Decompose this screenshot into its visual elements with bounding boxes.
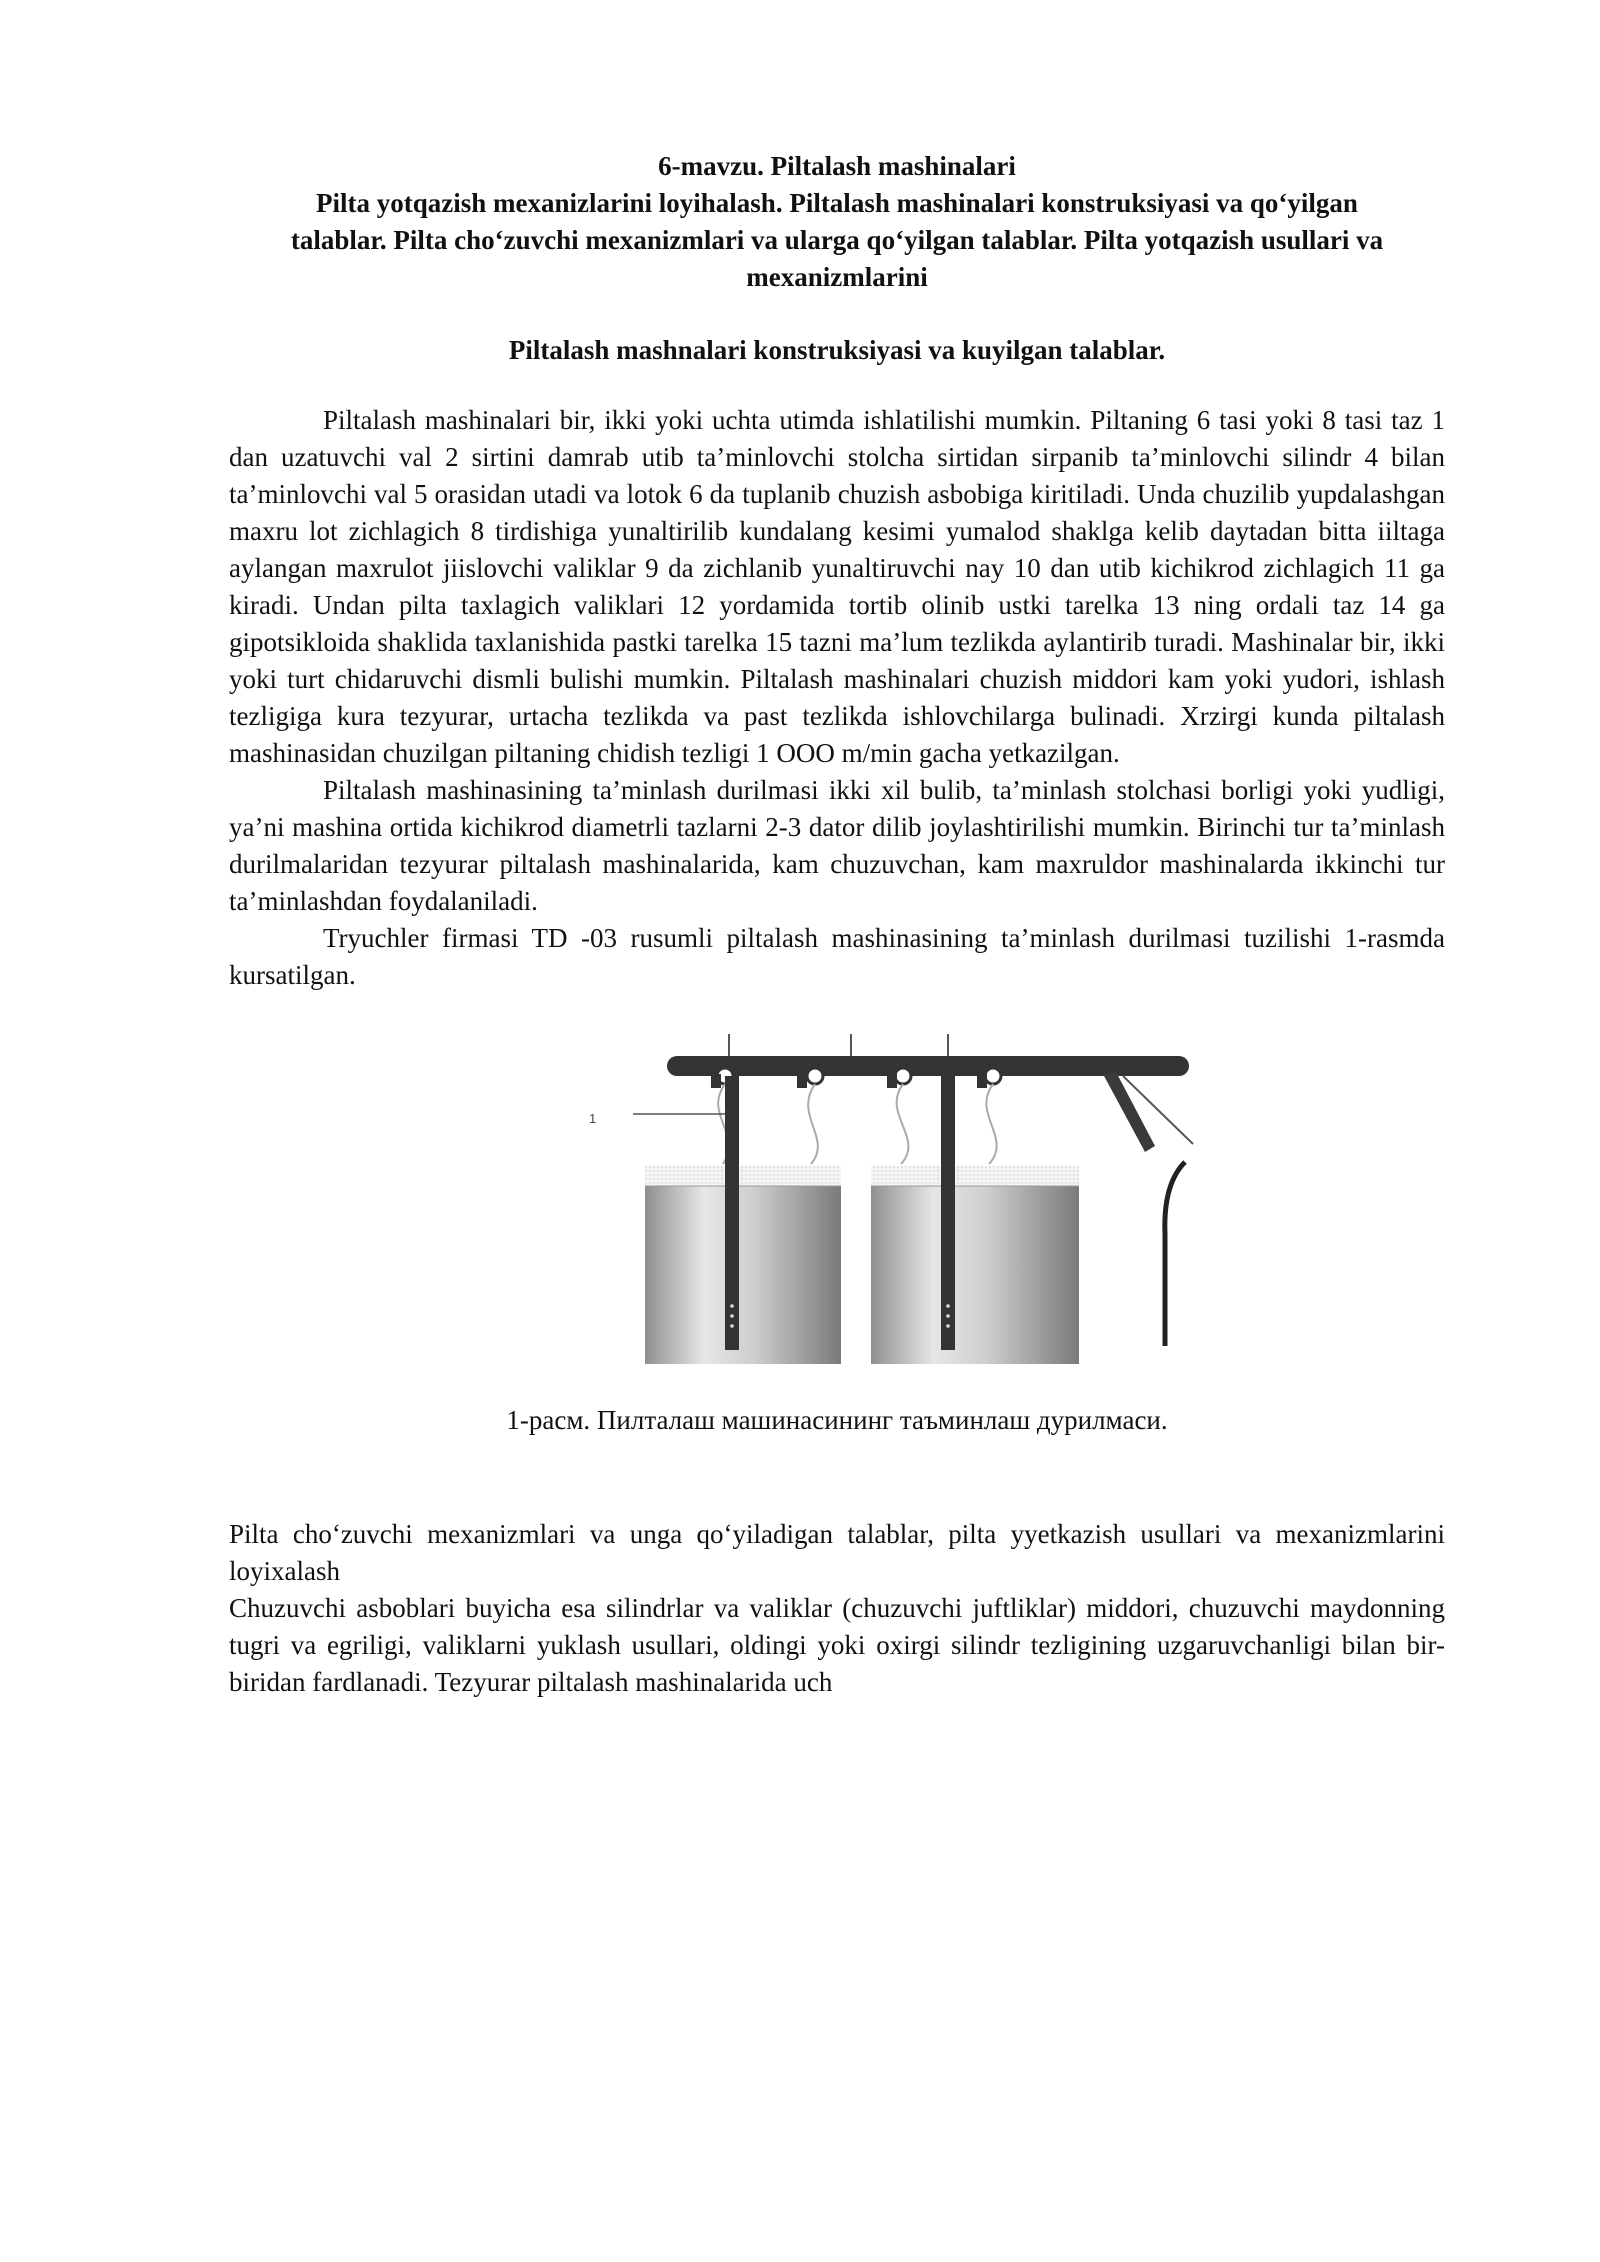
feeding-device-figure — [229, 1034, 1445, 1364]
document-title: 6-mavzu. Piltalash mashinalari — [658, 151, 1016, 181]
section-2 — [229, 1516, 1445, 1701]
paragraph: Tryuchler firmasi TD -03 rusumli piltalash mashinasining ta’minlash durilmasi tuzilishi 1-rasmda kursatilgan. — [229, 923, 1445, 990]
document-subtitle: Pilta yotqazish mexanizlarini loyihalash. Piltalash mashinalari konstruksiyasi va qo‘yilgan talablar. Pilta cho‘zuvchi mexanizmlari va ularga qo‘yilgan talablar. Pilta yotqazish usullari va mexanizmlarini — [290, 188, 1384, 292]
paragraph: Piltalash mashinalari bir, ikki yoki uchta utimda ishlatilishi mumkin. Piltaning 6 tasi yoki 8 tasi taz 1 dan uzatuvchi val 2 sirtini damrab utib ta’minlovchi stolcha sirtidan sirpanib ta’minlovchi silindr 4 bilan ta’minlovchi val 5 orasidan utadi va lotok 6 da tuplanib chuzish asbobiga kiritiladi. Unda chuzilib yupdalashgan maxru lot zichlagich 8 tirdishiga yunaltirilib kundalang kesimi yumalod shaklga kelib daytadan bitta iiltaga aylangan maxrulot jiislovchi valiklar 9 da zichlanib yunaltiruvchi nay 10 dan utib kichikrod zichlagich 11 ga kiradi. Undan pilta taxlagich valiklari 12 yordamida tortib olinib ustki tarelka 13 ning ordali taz 14 ga gipotsikloida shaklida taxlanishida pastki tarelka 15 tazni ma’lum tezlikda aylantirib turadi. Mashinalar bir, ikki yoki turt chidaruvchi dismli bulishi mumkin. Piltalash mashinalari chuzish middori kam yoki yudori, ishlash tezligiga kura tezyurar, urtacha tezlikda va past tezlikda ishlovchilarga bulinadi. Xrzirgi kunda piltalash mashinasidan chuzilgan piltaning chidish tezligi 1 OOO m/min gacha yetkazilgan. — [229, 405, 1445, 768]
feeding-device-illustration — [633, 1034, 1413, 1364]
document-page — [229, 148, 1445, 1701]
section-2-heading: Pilta cho‘zuvchi mexanizmlari va unga qo‘yiladigan talablar, pilta yyetkazish usullari va mexanizmlarini loyixalash — [229, 1519, 1445, 1586]
figure-caption: 1-расм. Пилталаш машинасининг таъминлаш дурилмаси. — [506, 1405, 1168, 1435]
body-text — [229, 402, 1445, 994]
figure-callout-label: 1 — [589, 1111, 597, 1126]
paragraph: Chuzuvchi asboblari buyicha esa silindrlar va valiklar (chuzuvchi juftliklar) middori, chuzuvchi maydonning tugri va egriligi, valiklarni yuklash usullari, oldingi yoki oxirgi silindr tezligining uzgaruvchanligi bilan bir-biridan fardlanadi. Tezyurar piltalash mashinalarida uch — [229, 1593, 1445, 1697]
section-heading: Piltalash mashnalari konstruksiyasi va kuyilgan talablar. — [508, 335, 1166, 365]
paragraph: Piltalash mashinasining ta’minlash durilmasi ikki xil bulib, ta’minlash stolchasi borligi yoki yudligi, ya’ni mashina ortida kichikrod diametrli tazlarni 2-3 dator dilib joylashtirilishi mumkin. Birinchi tur ta’minlash durilmalaridan tezyurar piltalash mashinalarida, kam chuzuvchan, kam maxruldor mashinalarda ikkinchi tur ta’minlashdan foydalaniladi. — [229, 775, 1445, 916]
